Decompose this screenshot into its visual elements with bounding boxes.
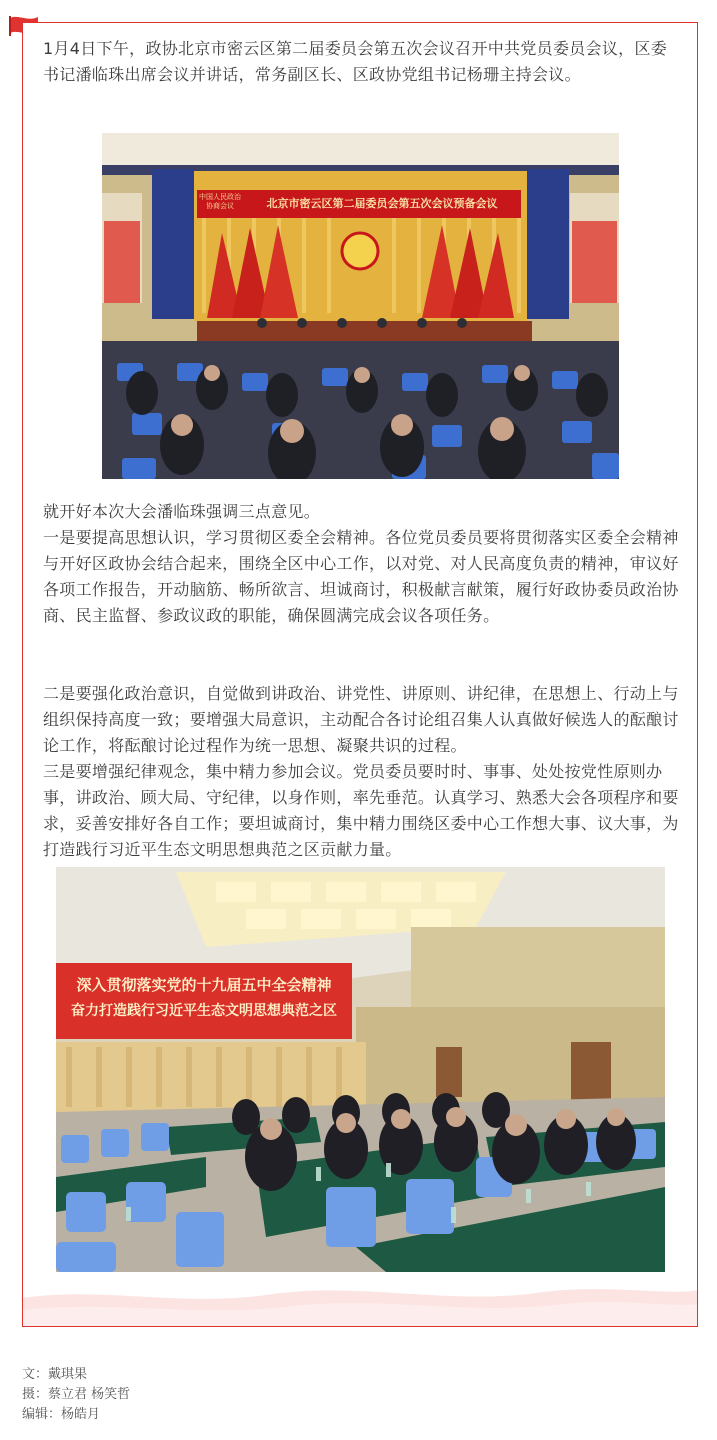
credits bbox=[22, 1365, 130, 1425]
writer-credit: 文：戴琪果 bbox=[22, 1367, 88, 1382]
banner-small-label: 中国人民政治协商会议 bbox=[197, 190, 243, 218]
hall-banner-line-1: 深入贯彻落实党的十九届五中全会精神 bbox=[76, 976, 332, 994]
meeting-hall-photo bbox=[102, 133, 619, 479]
editor-credit: 编辑：杨皓月 bbox=[22, 1407, 101, 1422]
delegates-photo bbox=[56, 867, 665, 1272]
hall-banner-line-2: 奋力打造践行习近平生态文明思想典范之区 bbox=[71, 1003, 337, 1019]
hall-banner bbox=[56, 963, 352, 1039]
decorative-wave-footer bbox=[23, 1278, 698, 1326]
lead-paragraph: 就开好本次大会潘临珠强调三点意见。 bbox=[43, 502, 321, 521]
intro-paragraph: 1月4日下午，政协北京市密云区第二届委员会第五次会议召开中共党员委员会议，区委书记潘临珠出席会议并讲话，常务副区长、区政协党组书记杨珊主持会议。 bbox=[43, 39, 668, 84]
article-frame bbox=[22, 22, 698, 1327]
point-three-paragraph: 三是要增强纪律观念，集中精力参加会议。党员委员要时时、事事、处处按党性原则办事，讲政治、顾大局、守纪律，以身作则，率先垂范。认真学习、熟悉大会各项程序和要求，妥善安排好各自工作；要坦诚商讨，集中精力围绕区委中心工作想大事、议大事，为打造践行习近平生态文明思想典范之区贡献力量。 bbox=[43, 762, 679, 859]
point-two-paragraph: 二是要强化政治意识，自觉做到讲政治、讲党性、讲原则、讲纪律，在思想上、行动上与组织保持高度一致；要增强大局意识，主动配合各讨论组召集人认真做好候选人的酝酿讨论工作，将酝酿讨论过程作为统一思想、凝聚共识的过程。 bbox=[43, 684, 679, 755]
stage-banner: 北京市密云区第二届委员会第五次会议预备会议 bbox=[243, 190, 521, 218]
point-one-paragraph: 一是要提高思想认识，学习贯彻区委全会精神。各位党员委员要将贯彻落实区委全会精神与开好区政协会结合起来，围绕全区中心工作，以对党、对人民高度负责的精神，审议好各项工作报告，开动脑筋、畅所欲言、坦诚商讨，积极献言献策，履行好政协委员政治协商、民主监督、参政议政的职能，确保圆满完成会议各项任务。 bbox=[43, 528, 679, 625]
photographer-credit: 摄：蔡立君 杨笑哲 bbox=[22, 1387, 131, 1402]
